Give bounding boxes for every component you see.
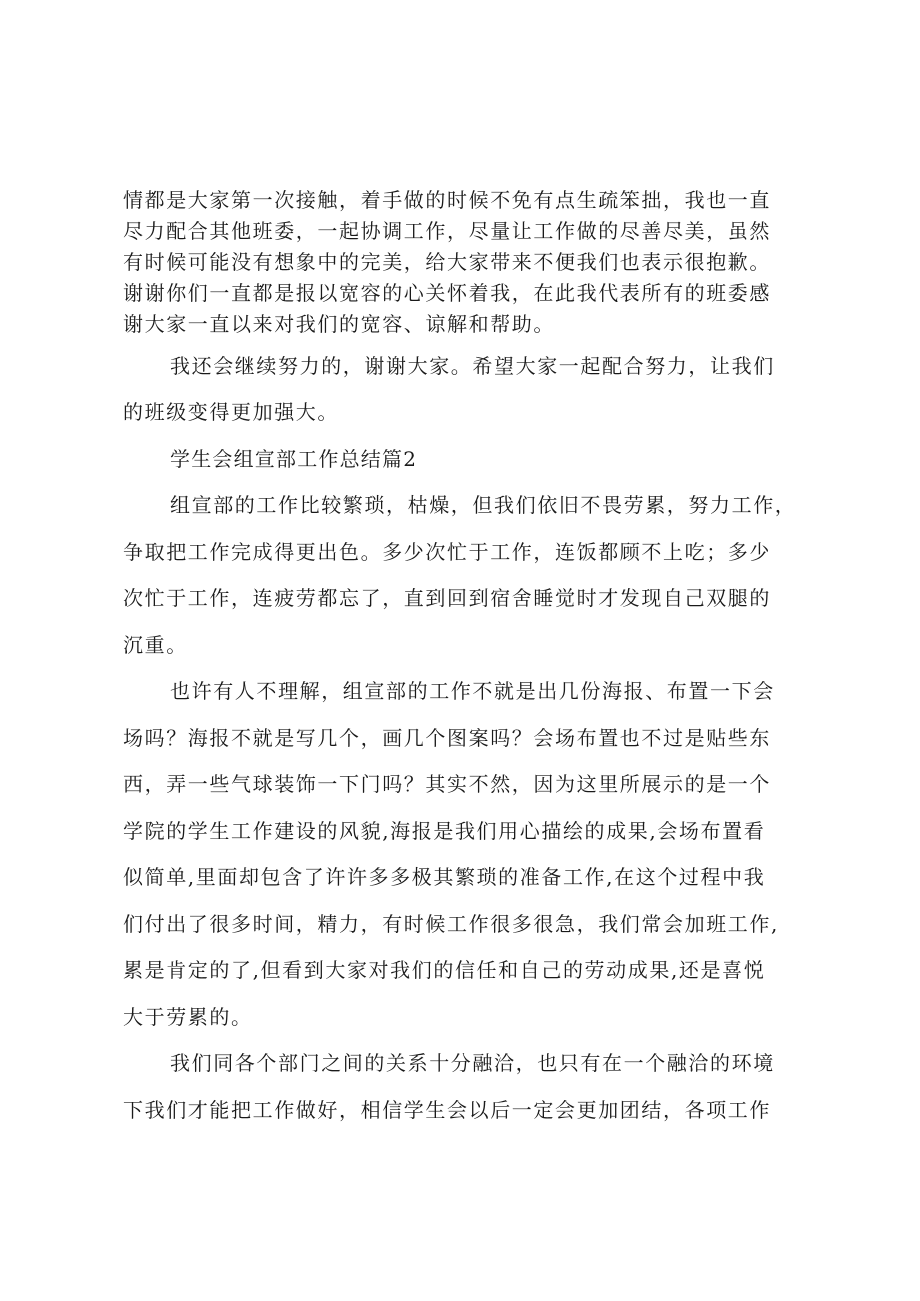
paragraph-4-line-1: 也许有人不理解，组宣部的工作不就是出几份海报、布置一下会 xyxy=(170,679,775,703)
paragraph-3-line-3: 次忙于工作，连疲劳都忘了，直到回到宿舍睡觉时才发现自己双腿的 xyxy=(123,586,771,610)
paragraph-5-line-1: 我们同各个部门之间的关系十分融洽，也只有在一个融洽的环境 xyxy=(170,1051,775,1075)
paragraph-3-line-2: 争取把工作完成得更出色。多少次忙于工作，连饭都顾不上吃；多少 xyxy=(123,540,771,564)
paragraph-4-line-7: 累是肯定的了,但看到大家对我们的信任和自己的劳动成果,还是喜悦 xyxy=(123,958,766,982)
paragraph-1-line-5: 谢大家一直以来对我们的宽容、谅解和帮助。 xyxy=(123,312,555,336)
paragraph-2-line-2: 的班级变得更加强大。 xyxy=(123,400,339,424)
paragraph-4-line-4: 学院的学生工作建设的风貌,海报是我们用心描绘的成果,会场布置看 xyxy=(123,819,766,843)
paragraph-4-line-3: 西，弄一些气球装饰一下门吗？其实不然，因为这里所展示的是一个 xyxy=(123,772,771,796)
paragraph-1-line-1: 情都是大家第一次接触，着手做的时候不免有点生疏笨拙，我也一直 xyxy=(123,188,771,212)
paragraph-1-line-4: 谢谢你们一直都是报以宽容的心关怀着我，在此我代表所有的班委感 xyxy=(123,281,771,305)
paragraph-3-line-1: 组宣部的工作比较繁琐，枯燥，但我们依旧不畏劳累，努力工作， xyxy=(170,493,797,517)
paragraph-3-line-4: 沉重。 xyxy=(123,633,188,657)
paragraph-4-line-8: 大于劳累的。 xyxy=(123,1005,253,1029)
paragraph-4-line-2: 场吗？海报不就是写几个，画几个图案吗？会场布置也不过是贴些东 xyxy=(123,726,771,750)
paragraph-1-line-2: 尽力配合其他班委，一起协调工作，尽量让工作做的尽善尽美，虽然 xyxy=(123,219,771,243)
paragraph-4-line-5: 似简单,里面却包含了许许多多极其繁琐的准备工作,在这个过程中我 xyxy=(123,865,766,889)
paragraph-1-line-3: 有时候可能没有想象中的完美，给大家带来不便我们也表示很抱歉。 xyxy=(123,250,771,274)
paragraph-4-line-6: 们付出了很多时间，精力，有时候工作很多很急，我们常会加班工作, xyxy=(123,912,779,936)
section-heading: 学生会组宣部工作总结篇2 xyxy=(170,447,418,471)
paragraph-5-line-2: 下我们才能把工作做好，相信学生会以后一定会更加团结，各项工作 xyxy=(123,1098,771,1122)
paragraph-2-line-1: 我还会继续努力的，谢谢大家。希望大家一起配合努力，让我们 xyxy=(170,354,775,378)
